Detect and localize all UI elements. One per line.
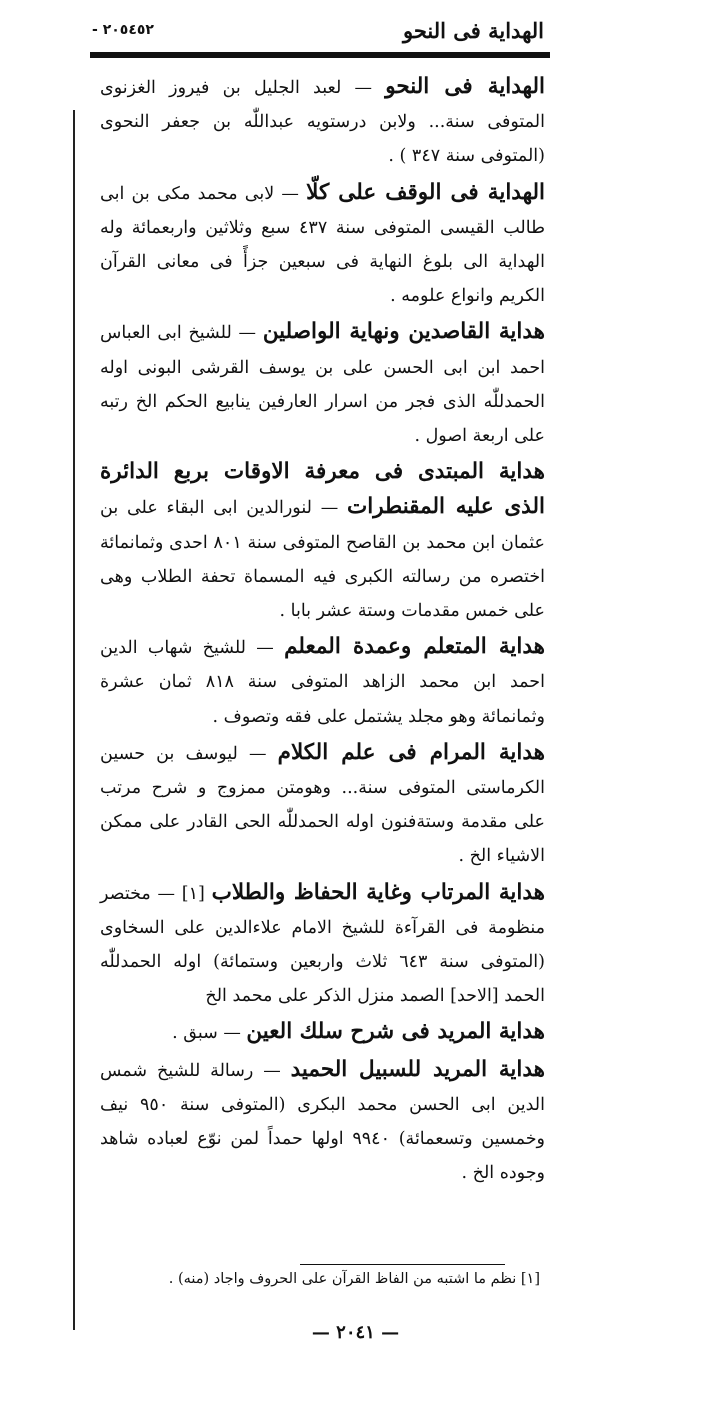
- header-rule: [90, 52, 550, 58]
- entry-title: الهداية فى النحو: [385, 74, 545, 99]
- entry: [100, 176, 545, 314]
- entry-title: هداية المرام فى علم الكلام: [277, 739, 545, 765]
- entry-text: — سبق .: [172, 1023, 241, 1044]
- entry: [100, 876, 545, 1014]
- entry-text: — للشيخ ابى العباس احمد ابن ابى الحسن على بن يوسف القرشى البونى اوله الحمدللّٰه الذى فجر من اسرار العارفين ينابيع الحكم الخ رتبه على اربعة اصول .: [100, 323, 545, 447]
- entry: [100, 70, 545, 174]
- entry: [100, 736, 545, 874]
- entry-text: — رسالة للشيخ شمس الدين ابى الحسن محمد البكرى (المتوفى سنة ٩٥٠ نيف وخمسين وتسعمائة) ٩٩٤٠ اولها حمداً لمن نوّع لعباده شاهد وجوده الخ .: [100, 1060, 545, 1184]
- entry-text: [١] — مختصر منظومة فى القرآءة للشيخ الامام علاءالدين على السخاوى (المتوفى سنة ٦٤٣ ثلاث واربعين وستمائة) اوله الحمدللّٰه الحمد [الاحد] الصمد منزل الذكر على محمد الخ: [100, 883, 545, 1007]
- footnote: [١] نظم ما اشتبه من الفاظ القرآن على الحروف واجاد (منه) .: [168, 1271, 540, 1287]
- running-header: [92, 18, 544, 46]
- entry: [100, 1015, 545, 1050]
- entry: [100, 315, 545, 453]
- header-title: الهداية فى النحو: [402, 18, 544, 43]
- entry-title: هداية المرتاب وغاية الحفاظ والطلاب: [211, 879, 545, 905]
- entry-title: هداية المريد فى شرح سلك العين: [246, 1019, 545, 1045]
- entry-text: — ليوسف بن حسين الكرماستى المتوفى سنة... وهومتن ممزوج و شرح مرتب على مقدمة وستةفنون اوله الحمدللّٰه الحى القادر على ممكن الاشياء الخ .: [100, 743, 545, 867]
- footnote-rule: [300, 1264, 505, 1265]
- entry: [100, 455, 545, 628]
- entry-text: — للشيخ شهاب الدين احمد ابن محمد الزاهد المتوفى سنة ٨١٨ ثمان عشرة وثمانمائة وهو مجلد يشتمل على فقه وتصوف .: [100, 638, 545, 727]
- entries-list: [100, 70, 545, 1193]
- entry-title: هداية المريد للسبيل الحميد: [290, 1056, 545, 1082]
- page-number: — ٢٠٤١ —: [311, 1322, 400, 1343]
- entry-title: هداية المتعلم وعمدة المعلم: [284, 634, 545, 660]
- entry-text: — لعبد الجليل بن فيروز الغزنوى المتوفى سنة... ولابن درستويه عبداللّٰه بن جعفر النحوى (المتوفى سنة ٣٤٧ ) .: [100, 78, 545, 167]
- entry-title: هداية المبتدى فى معرفة الاوقات بربع الدائرة الذى عليه المقنطرات: [100, 459, 545, 520]
- margin-line: [73, 110, 75, 1330]
- entry-title: الهداية فى الوقف على كلّا: [306, 179, 546, 205]
- entry-text: — لابى محمد مكى بن ابى طالب القيسى المتوفى سنة ٤٣٧ سبع وثلاثين واربعمائة وله الهداية الى بلوغ النهاية فى سبعين جزأً فى معانى القرآن الكريم وانواع علومه .: [100, 183, 545, 307]
- entry-title: هداية القاصدين ونهاية الواصلين: [262, 319, 545, 345]
- entry: [100, 1053, 545, 1191]
- entry-text: — لنورالدين ابى البقاء على بن عثمان ابن محمد بن القاصح المتوفى سنة ٨٠١ احدى وثمانمائة اختصره من رسالته الكبرى فيه المسماة تحفة الطلاب وهى على خمس مقدمات وستة عشر بابا .: [100, 498, 545, 622]
- header-code: - ٢٠٥٤٥٢: [92, 22, 154, 38]
- entry: [100, 630, 545, 734]
